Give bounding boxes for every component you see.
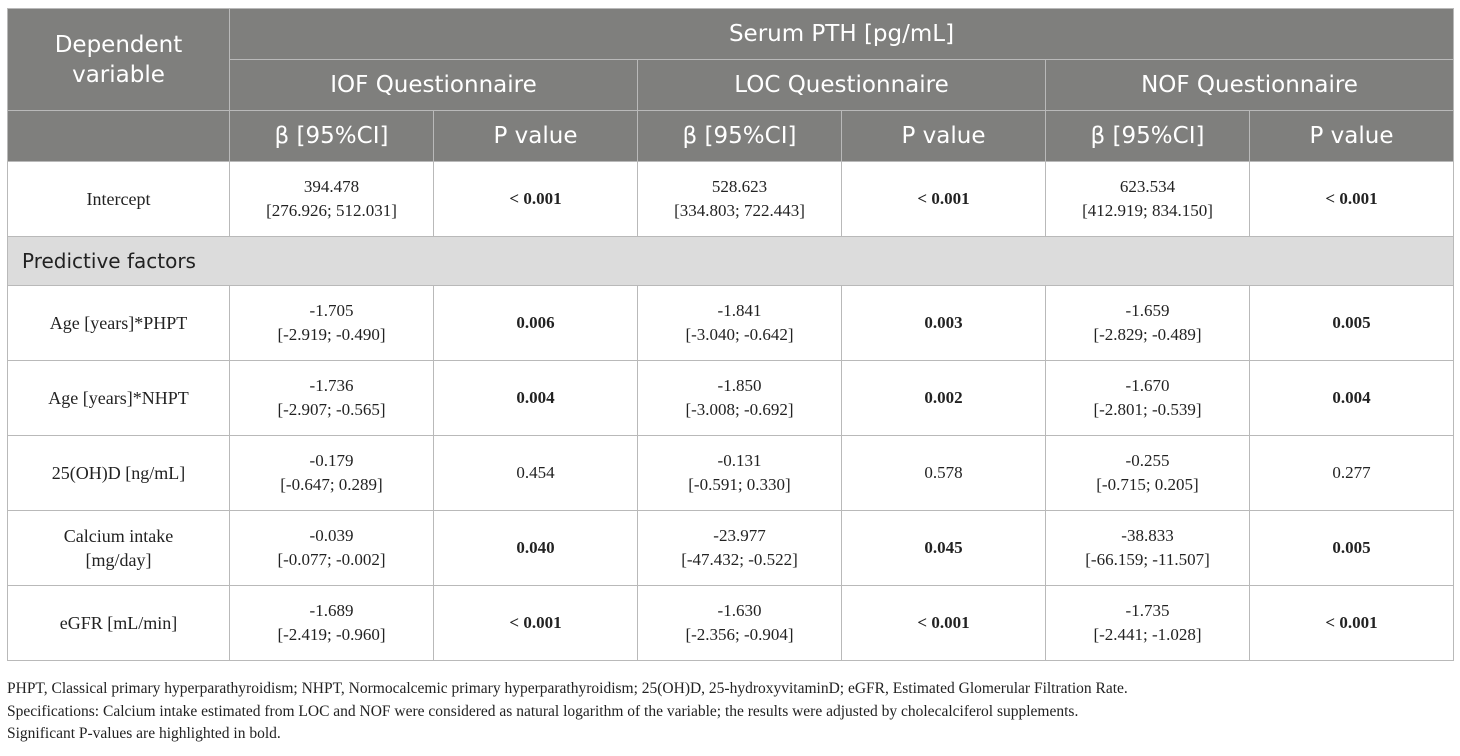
p-value-cell-iof: < 0.001 (434, 162, 638, 237)
beta-value: -0.255 (1125, 451, 1170, 470)
beta-header-nof: β [95%CI] (1046, 111, 1250, 162)
beta-value: -0.179 (309, 451, 354, 470)
ci-value: [-2.356; -0.904] (685, 625, 794, 644)
table-footnotes (7, 678, 1453, 746)
p-value-cell-iof: 0.006 (434, 286, 638, 361)
blank-header-cell (8, 111, 230, 162)
p-value-header-iof: P value (434, 111, 638, 162)
dependent-variable-line-1: Dependent (54, 31, 183, 58)
p-value-cell-loc: < 0.001 (842, 162, 1046, 237)
beta-cell-loc (638, 162, 842, 237)
ci-value: [412.919; 834.150] (1082, 201, 1213, 220)
row-label: eGFR [mL/min] (8, 586, 230, 661)
table-row (8, 436, 1454, 511)
table-row (8, 511, 1454, 586)
p-value-cell-nof: 0.277 (1250, 436, 1454, 511)
row-label-line-1: Calcium intake (63, 526, 174, 546)
ci-value: [-2.441; -1.028] (1093, 625, 1202, 644)
row-label-line-2: [mg/day] (85, 550, 152, 570)
beta-value: -1.841 (717, 301, 762, 320)
ci-value: [-3.040; -0.642] (685, 325, 794, 344)
dependent-variable-line-2: variable (72, 61, 165, 88)
ci-value: [-2.801; -0.539] (1093, 400, 1202, 419)
beta-value: -1.689 (309, 601, 354, 620)
p-value-cell-iof: 0.004 (434, 361, 638, 436)
p-value-cell-iof: 0.040 (434, 511, 638, 586)
beta-value: 394.478 (303, 177, 360, 196)
p-value-cell-loc: < 0.001 (842, 586, 1046, 661)
beta-cell-iof (230, 361, 434, 436)
results-table-container (7, 8, 1453, 661)
beta-cell-loc (638, 436, 842, 511)
ci-value: [-0.647; 0.289] (280, 475, 383, 494)
p-value-header-loc: P value (842, 111, 1046, 162)
beta-cell-nof (1046, 286, 1250, 361)
footnote-abbreviations: PHPT, Classical primary hyperparathyroidism; NHPT, Normocalcemic primary hyperparathyroidism; 25(OH)D, 25-hydroxyvitaminD; eGFR, Estimated Glomerular Filtration Rate. (7, 680, 1128, 697)
row-label: Age [years]*NHPT (8, 361, 230, 436)
intercept-row (8, 162, 1454, 237)
p-value-header-nof: P value (1250, 111, 1454, 162)
footnote-significance: Significant P-values are highlighted in bold. (7, 725, 281, 742)
section-row (8, 237, 1454, 286)
row-label: Intercept (8, 162, 230, 237)
beta-value: -1.736 (309, 376, 354, 395)
regression-results-table (7, 8, 1454, 661)
nof-questionnaire-header: NOF Questionnaire (1046, 60, 1454, 111)
row-label: Age [years]*PHPT (8, 286, 230, 361)
beta-value: -1.659 (1125, 301, 1170, 320)
ci-value: [-0.077; -0.002] (277, 550, 386, 569)
p-value-cell-loc: 0.003 (842, 286, 1046, 361)
ci-value: [-66.159; -11.507] (1085, 550, 1210, 569)
ci-value: [-47.432; -0.522] (681, 550, 798, 569)
beta-value: 528.623 (711, 177, 768, 196)
p-value-cell-nof: 0.005 (1250, 286, 1454, 361)
table-row (8, 286, 1454, 361)
beta-cell-iof (230, 511, 434, 586)
beta-cell-nof (1046, 436, 1250, 511)
p-value-cell-iof: 0.454 (434, 436, 638, 511)
table-row (8, 361, 1454, 436)
beta-value: -0.039 (309, 526, 354, 545)
beta-value: -1.850 (717, 376, 762, 395)
beta-value: -1.705 (309, 301, 354, 320)
p-value-cell-loc: 0.002 (842, 361, 1046, 436)
ci-value: [-2.907; -0.565] (277, 400, 386, 419)
beta-cell-iof (230, 162, 434, 237)
ci-value: [334.803; 722.443] (674, 201, 805, 220)
p-value-cell-nof: 0.005 (1250, 511, 1454, 586)
ci-value: [-2.419; -0.960] (277, 625, 386, 644)
table-row (8, 586, 1454, 661)
beta-value: -23.977 (713, 526, 766, 545)
beta-cell-nof (1046, 162, 1250, 237)
beta-value: 623.534 (1119, 177, 1176, 196)
row-label (8, 511, 230, 586)
beta-value: -1.630 (717, 601, 762, 620)
row-label: 25(OH)D [ng/mL] (8, 436, 230, 511)
beta-cell-nof (1046, 586, 1250, 661)
beta-value: -38.833 (1121, 526, 1174, 545)
iof-questionnaire-header: IOF Questionnaire (230, 60, 638, 111)
beta-value: -1.670 (1125, 376, 1170, 395)
loc-questionnaire-header: LOC Questionnaire (638, 60, 1046, 111)
ci-value: [-0.715; 0.205] (1096, 475, 1199, 494)
p-value-cell-nof: 0.004 (1250, 361, 1454, 436)
p-value-cell-nof: < 0.001 (1250, 162, 1454, 237)
beta-cell-nof (1046, 361, 1250, 436)
ci-value: [-2.919; -0.490] (277, 325, 386, 344)
ci-value: [-3.008; -0.692] (685, 400, 794, 419)
beta-value: -0.131 (717, 451, 762, 470)
beta-header-iof: β [95%CI] (230, 111, 434, 162)
p-value-cell-nof: < 0.001 (1250, 586, 1454, 661)
beta-cell-loc (638, 586, 842, 661)
beta-cell-iof (230, 286, 434, 361)
beta-cell-loc (638, 361, 842, 436)
ci-value: [276.926; 512.031] (266, 201, 397, 220)
serum-pth-header: Serum PTH [pg/mL] (230, 9, 1454, 60)
beta-header-loc: β [95%CI] (638, 111, 842, 162)
predictive-factors-label: Predictive factors (8, 237, 1454, 286)
beta-cell-iof (230, 586, 434, 661)
beta-cell-nof (1046, 511, 1250, 586)
beta-cell-loc (638, 286, 842, 361)
p-value-cell-loc: 0.578 (842, 436, 1046, 511)
beta-value: -1.735 (1125, 601, 1170, 620)
dependent-variable-header (8, 9, 230, 111)
ci-value: [-2.829; -0.489] (1093, 325, 1202, 344)
beta-cell-loc (638, 511, 842, 586)
ci-value: [-0.591; 0.330] (688, 475, 791, 494)
p-value-cell-loc: 0.045 (842, 511, 1046, 586)
beta-cell-iof (230, 436, 434, 511)
p-value-cell-iof: < 0.001 (434, 586, 638, 661)
footnote-specifications: Specifications: Calcium intake estimated from LOC and NOF were considered as natural logarithm of the variable; the results were adjusted by cholecalciferol supplements. (7, 702, 1079, 720)
